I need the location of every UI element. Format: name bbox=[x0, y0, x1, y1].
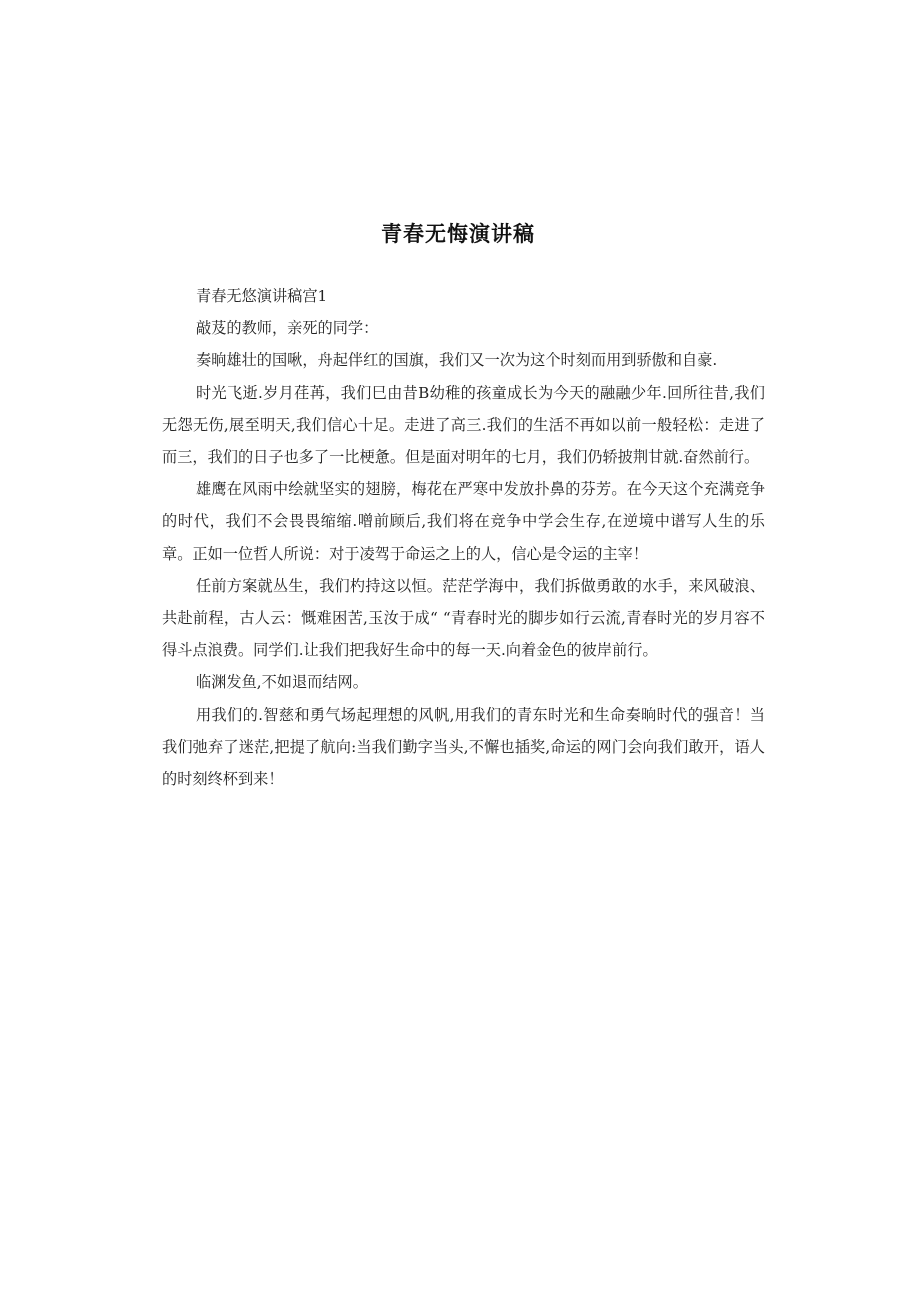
paragraph-proverb: 临渊发鱼,不如退而结网。 bbox=[196, 673, 368, 692]
document-body bbox=[162, 280, 765, 795]
paragraph-subtitle: 青春无悠演讲稿宫1 bbox=[196, 287, 328, 305]
paragraph-study-sea: 任前方案就丛生，我们杓持这以恒。茫茫学海中，我们拆做勇敢的水手，来风破浪、共赴前程，古人云：慨难困苦,玉汝于成“ “青春时光的脚步如行云流,青春时光的岁月容不得斗点浪费。同学们.让我们把我好生命中的每一天.向着金色的彼岸前行。 bbox=[162, 576, 765, 660]
document-title: 青春无悔演讲稿 bbox=[381, 222, 535, 246]
paragraph-closing: 用我们的.智慈和勇气场起理想的风帆,用我们的青东时光和生命奏晌时代的强音！当我们弛弃了迷茫,把提了航向:当我们勤字当头,不懈也插奖,命运的网门会向我们敢开，语人的时刻终杯到来！ bbox=[162, 705, 765, 789]
paragraph-eagle: 雄鹰在风雨中绘就坚实的翅膀，梅花在严寒中发放扑鼻的芬芳。在今天这个充满竞争的时代，我们不会畏畏缩缩.噌前顾后,我们将在竞争中学会生存,在逆境中谱写人生的乐章。正如一位哲人所说：对于凌驾于命运之上的人，信心是令运的主宰！ bbox=[162, 480, 765, 563]
paragraph-opening: 奏晌雄壮的国啾，舟起伴红的国旗，我们又一次为这个时刻而用到骄傲和自豪. bbox=[196, 351, 718, 370]
paragraph-greeting: 敲芨的教师，亲死的同学： bbox=[196, 319, 379, 338]
paragraph-time-passes: 时光飞逝.岁月荏苒，我们巳由昔B幼稚的孩童成长为今天的融融少年.回所往昔,我们无怨无伤,展至明天,我们信心十足。走进了高三.我们的生活不再如以前一般轻松：走进了而三，我们的日子也多了一比梗惫。但是面对明年的七月，我们仍轿披荆甘就.奋然前行。 bbox=[162, 383, 765, 467]
